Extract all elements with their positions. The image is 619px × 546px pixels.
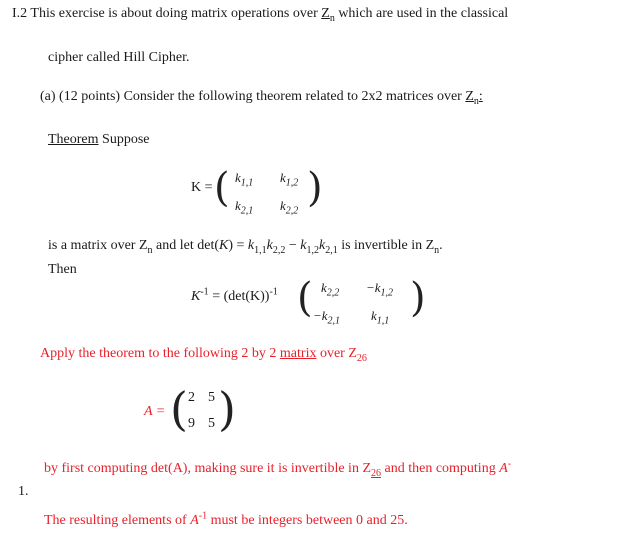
zn-symbol: $Z_n$: [321, 6, 335, 24]
a11: 2: [188, 390, 195, 405]
result-constraint: The resulting elements of $A^{-1}$ must be integers between 0 and 25.: [44, 510, 408, 528]
theorem-statement: is a matrix over $Z_n$ and let $\det(K) = k_{1,1}k_{2,2} - k_{1,2}k_{2,1}$ is invertible in $Z_n$.: [48, 238, 443, 256]
k12: $k_{1,2}$: [280, 170, 299, 189]
k-matrix-label: K =: [191, 180, 213, 195]
kinv-right-paren: ): [410, 275, 426, 321]
kinv-left-paren: (: [297, 275, 313, 321]
matrix-a-label: A =: [144, 404, 166, 419]
compute-instruction-wrap: 1.: [18, 484, 29, 499]
then-label: Then: [48, 262, 77, 277]
a-left-paren: (: [170, 382, 188, 436]
theorem-heading: Theorem Suppose: [48, 132, 150, 147]
k-inverse-label: $K^{-1} = (\det(K))^{-1}$: [191, 286, 278, 304]
part-a-prompt: (a) (12 points) Consider the following theorem related to 2x2 matrices over $Z_n$:: [40, 89, 483, 107]
k-right-paren: ): [307, 165, 323, 211]
kinv12: $-k_{1,2}$: [366, 280, 394, 299]
k11: $k_{1,1}$: [235, 170, 254, 189]
a22: 5: [208, 416, 215, 431]
a-right-paren: ): [218, 382, 236, 436]
apply-instruction: Apply the theorem to the following 2 by 2 matrix over $Z_{26}$: [40, 346, 367, 364]
a12: 5: [208, 390, 215, 405]
kinv22: $k_{1,1}$: [371, 308, 390, 327]
exercise-intro-continued: cipher called Hill Cipher.: [48, 50, 190, 65]
k21: $k_{2,1}$: [235, 198, 254, 217]
a21: 9: [188, 416, 195, 431]
k22: $k_{2,2}$: [280, 198, 299, 217]
kinv11: $k_{2,2}$: [321, 280, 340, 299]
exercise-number: I.2: [12, 6, 28, 21]
k-left-paren: (: [214, 165, 230, 211]
kinv21: $-k_{2,1}$: [313, 308, 341, 327]
exercise-intro: I.2 This exercise is about doing matrix operations over $Z_n$ which are used in the classical: [12, 6, 509, 24]
compute-instruction: by first computing det(A), making sure it is invertible in $Z_{26}$ and then computing A-: [44, 458, 512, 479]
